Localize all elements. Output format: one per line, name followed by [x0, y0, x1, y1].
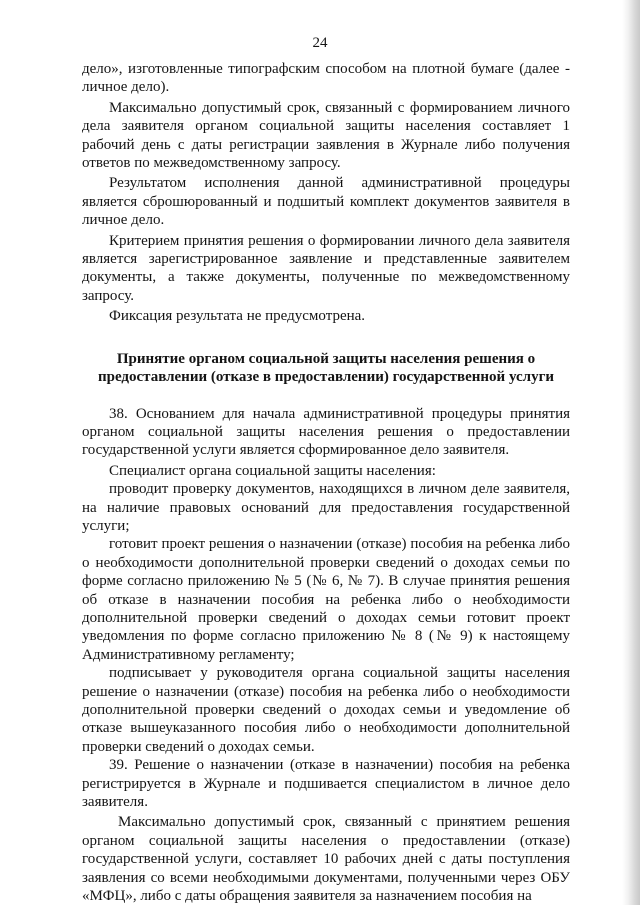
paragraph-continuation: дело», изготовленные типографским способом на плотной бумаге (далее - личное дело).	[82, 61, 570, 96]
page-number: 24	[312, 35, 328, 51]
paragraph-prepare-draft-decision: готовит проект решения о назначении (отказе) пособия на ребенка либо о необходимости дополнительной проверки сведений о доходах семьи по форме согласно приложению № 5 (№ 6, № 7). В случае принятия решения об отказе в назначении пособия на ребенка либо о необходимости дополнительной проверки сведений о доходах семьи готовит проект уведомления по форме согласно приложению № 8 (№ 9) к настоящему Административному регламенту;	[82, 536, 570, 663]
paragraph-specialist-intro: Специалист органа социальной защиты населения:	[109, 462, 436, 479]
paragraph-max-term-personal-file: Максимально допустимый срок, связанный с формированием личного дела заявителя органом социальной защиты населения составляет 1 рабочий день с даты регистрации заявления в Журнале либо получения ответов по межведомственному запросу.	[82, 99, 570, 172]
paragraph-result-fixation: Фиксация результата не предусмотрена.	[109, 308, 366, 325]
paragraph-item-38: 38. Основанием для начала административной процедуры принятия органом социальной защиты населения решения о предоставлении государственной услуги является сформированное дело заявителя.	[82, 405, 570, 459]
scan-page-edge-shadow	[622, 0, 640, 905]
paragraph-decision-criterion: Критерием принятия решения о формировании личного дела заявителя является зарегистрированное заявление и представленные заявителем документы, а также документы, полученные по межведомственному запросу.	[82, 232, 570, 304]
document-body	[82, 60, 570, 905]
paragraph-check-documents: проводит проверку документов, находящихся в личном деле заявителя, на наличие правовых оснований для предоставления государственной услуги;	[82, 481, 570, 534]
paragraph-item-39: 39. Решение о назначении (отказе в назначении) пособия на ребенка регистрируется в Журнале и подшивается специалистом в личное дело заявителя.	[82, 757, 570, 811]
section-heading-line-1: Принятие органом социальной защиты населения решения о	[116, 350, 536, 367]
section-heading	[82, 350, 570, 387]
paragraph-sign-decision: подписывает у руководителя органа социальной защиты населения решение о назначении (отказе) пособия на ребенка либо о необходимости дополнительной проверки сведений о доходах семьи и уведомление об отказе вышеуказанного пособия либо о необходимости дополнительной проверки сведений о доходах семьи.	[82, 665, 570, 755]
paragraph-procedure-result: Результатом исполнения данной административной процедуры является сброшюрованный и подшитый комплект документов заявителя в личное дело.	[82, 175, 570, 229]
paragraph-max-term-decision: Максимально допустимый срок, связанный с принятием решения органом социальной защиты населения о предоставлении (отказе) государственной услуги, составляет 10 рабочих дней с даты поступления заявления со всеми необходимыми документами, полученными через ОБУ «МФЦ», либо с даты обращения заявителя за назначением пособия на	[82, 814, 570, 905]
section-heading-line-2: предоставлении (отказе в предоставлении) государственной услуги	[97, 369, 555, 386]
